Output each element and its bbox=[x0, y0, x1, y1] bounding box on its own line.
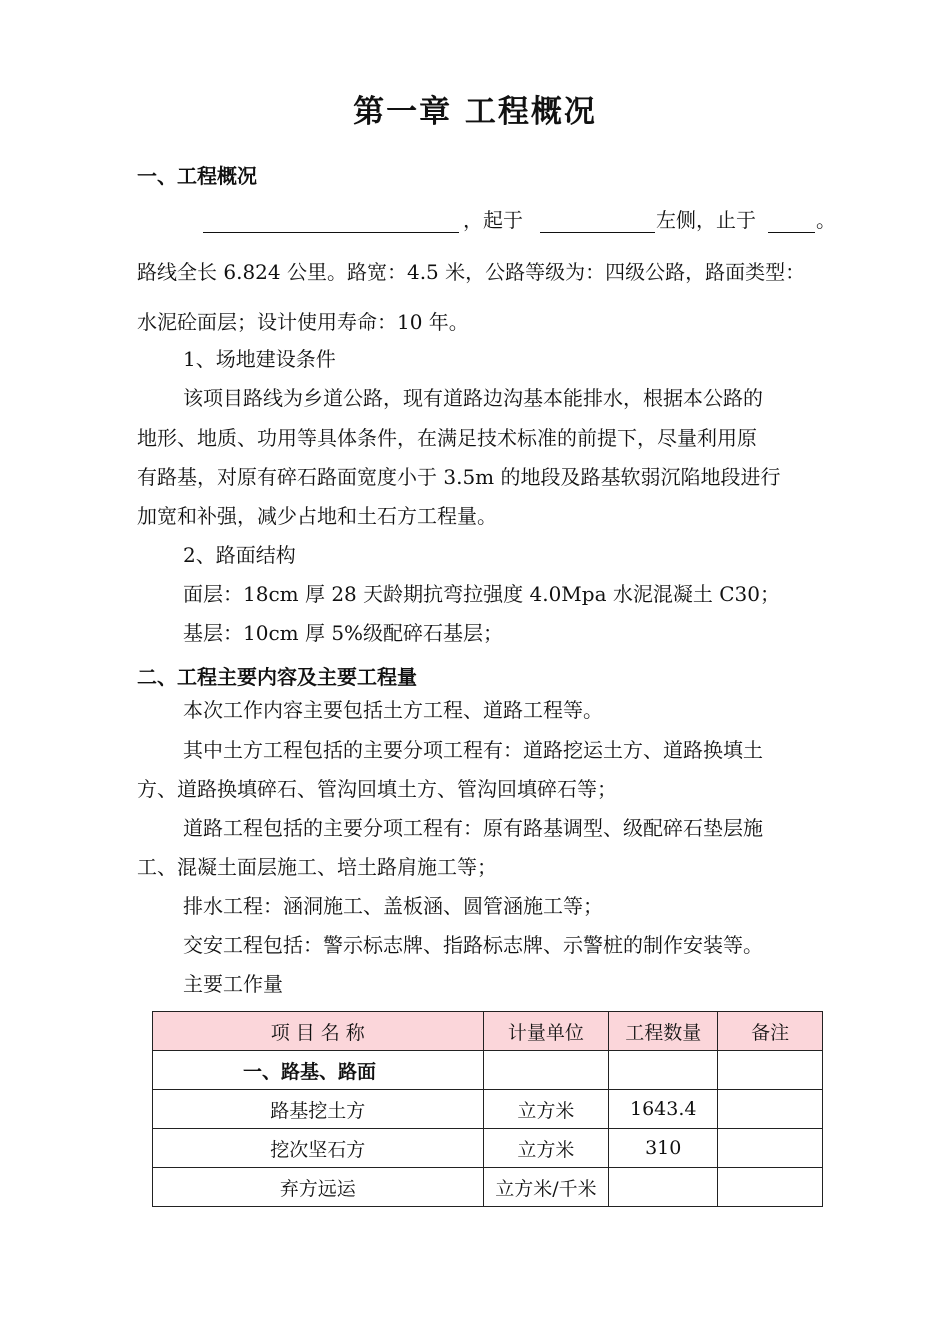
table-header-row bbox=[153, 1012, 823, 1051]
cell-unit bbox=[483, 1051, 609, 1090]
subheading-site-conditions: 1、场地建设条件 bbox=[183, 347, 336, 371]
cell-note bbox=[718, 1168, 823, 1207]
cell-unit: 立方米 bbox=[483, 1129, 609, 1168]
route-length-text: 路线全长 6.824 公里。路宽：4.5 米，公路等级为：四级公路，路面类型： bbox=[137, 260, 806, 284]
cell-note bbox=[718, 1129, 823, 1168]
cell-quantity: 310 bbox=[609, 1129, 718, 1168]
subheading-pavement-structure: 2、路面结构 bbox=[183, 543, 296, 567]
section-heading-main-content: 二、工程主要内容及主要工程量 bbox=[137, 665, 417, 689]
surface-layer-text: 面层：18cm 厚 28 天龄期抗弯拉强度 4.0Mpa 水泥混凝土 C30； bbox=[183, 582, 780, 606]
cell-quantity: 1643.4 bbox=[609, 1090, 718, 1129]
blank-start-point bbox=[540, 232, 655, 233]
cell-quantity bbox=[609, 1051, 718, 1090]
section-heading-overview: 一、工程概况 bbox=[137, 164, 257, 188]
main-workload-label: 主要工作量 bbox=[183, 972, 283, 996]
period-text: 。 bbox=[816, 208, 836, 232]
cell-note bbox=[718, 1051, 823, 1090]
cell-note bbox=[718, 1090, 823, 1129]
drainage-paragraph: 排水工程：涵洞施工、盖板涵、圆管涵施工等； bbox=[183, 894, 603, 918]
cell-quantity bbox=[609, 1168, 718, 1207]
header-item-name: 项 目 名 称 bbox=[153, 1012, 484, 1051]
cell-item-name: 路基挖土方 bbox=[153, 1090, 484, 1129]
base-layer-text: 基层：10cm 厚 5%级配碎石基层； bbox=[183, 621, 504, 645]
workload-table bbox=[152, 1011, 823, 1207]
earthwork-paragraph-line: 其中土方工程包括的主要分项工程有：道路挖运土方、道路换填土 bbox=[183, 738, 763, 762]
site-paragraph-line: 有路基，对原有碎石路面宽度小于 3.5m 的地段及路基软弱沉陷地段进行 bbox=[137, 465, 781, 489]
blank-project-name bbox=[203, 232, 459, 233]
header-quantity: 工程数量 bbox=[609, 1012, 718, 1051]
site-paragraph-line: 加宽和补强，减少占地和土石方工程量。 bbox=[137, 504, 497, 528]
cell-unit: 立方米/千米 bbox=[483, 1168, 609, 1207]
page-title: 第一章 工程概况 bbox=[353, 94, 597, 130]
table-row bbox=[153, 1090, 823, 1129]
earthwork-paragraph-line: 方、道路换填碎石、管沟回填土方、管沟回填碎石等； bbox=[137, 777, 617, 801]
cell-unit: 立方米 bbox=[483, 1090, 609, 1129]
cell-item-name: 挖次坚石方 bbox=[153, 1129, 484, 1168]
header-unit: 计量单位 bbox=[483, 1012, 609, 1051]
table-row bbox=[153, 1168, 823, 1207]
road-work-paragraph-line: 道路工程包括的主要分项工程有：原有路基调型、级配碎石垫层施 bbox=[183, 816, 763, 840]
design-life-text: 水泥砼面层；设计使用寿命：10 年。 bbox=[137, 310, 469, 334]
traffic-safety-paragraph: 交安工程包括：警示标志牌、指路标志牌、示警桩的制作安装等。 bbox=[183, 933, 763, 957]
site-paragraph-line: 该项目路线为乡道公路，现有道路边沟基本能排水，根据本公路的 bbox=[183, 386, 763, 410]
table-row bbox=[153, 1129, 823, 1168]
table-row bbox=[153, 1051, 823, 1090]
content-paragraph: 本次工作内容主要包括土方工程、道路工程等。 bbox=[183, 698, 603, 722]
start-text: ，起于 bbox=[463, 208, 523, 232]
cell-item-name: 一、路基、路面 bbox=[153, 1051, 484, 1090]
road-work-paragraph-line: 工、混凝土面层施工、培土路肩施工等； bbox=[137, 855, 497, 879]
left-side-text: 左侧，止于 bbox=[656, 208, 756, 232]
cell-item-name: 弃方远运 bbox=[153, 1168, 484, 1207]
blank-end-point bbox=[768, 232, 815, 233]
site-paragraph-line: 地形、地质、功用等具体条件，在满足技术标准的前提下，尽量利用原 bbox=[137, 426, 757, 450]
header-remarks: 备注 bbox=[718, 1012, 823, 1051]
